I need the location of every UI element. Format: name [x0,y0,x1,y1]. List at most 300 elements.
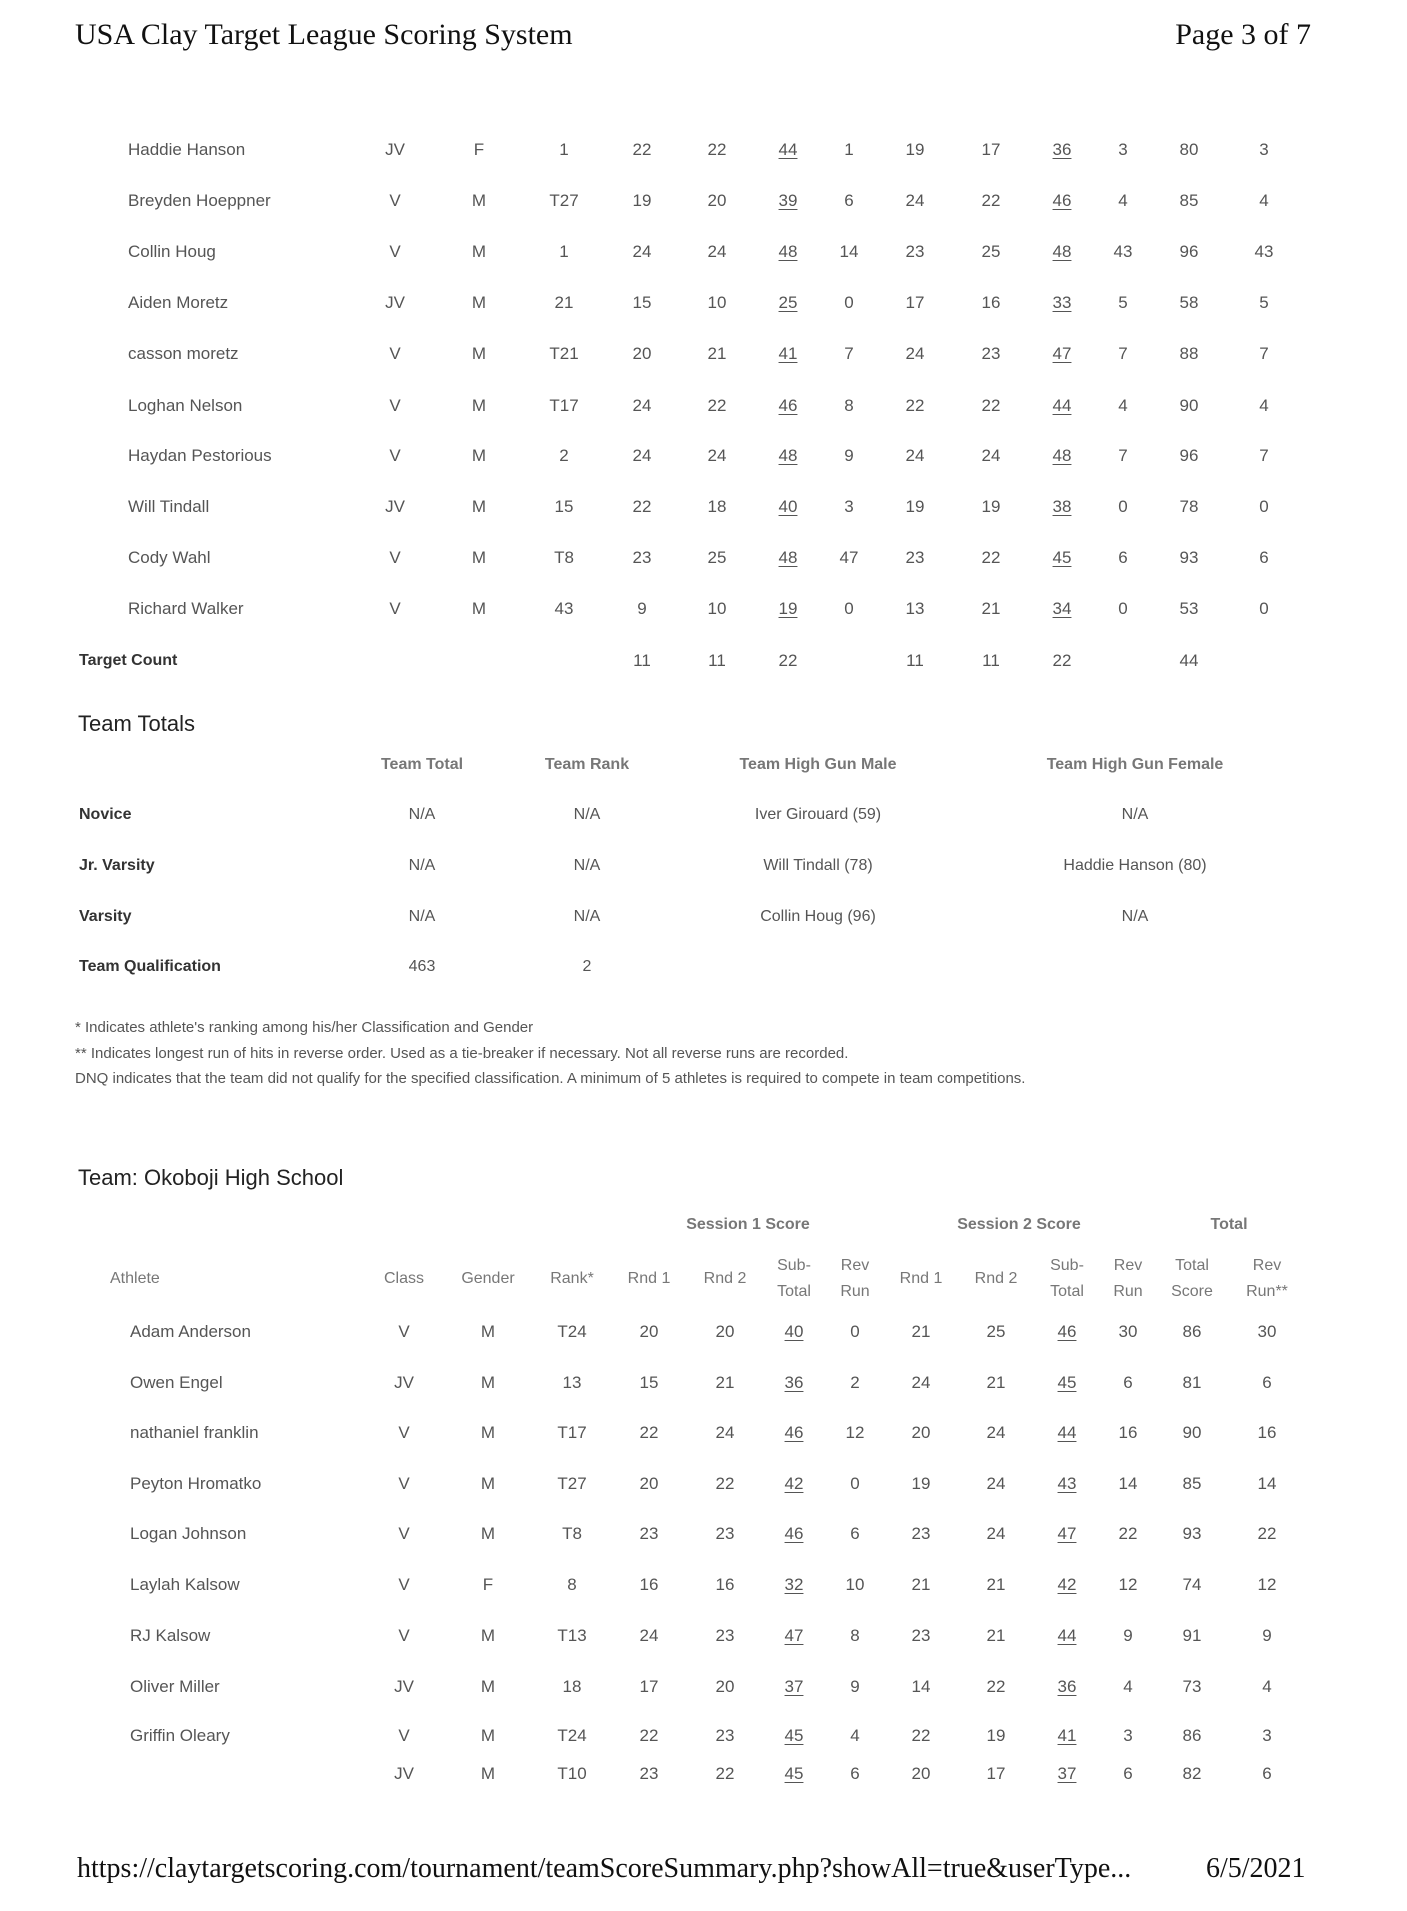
cell-s1-rev: 2 [850,1373,860,1392]
cell-s2-rnd2: 17 [981,140,1001,159]
cell-s2-rnd1: 19 [905,497,925,516]
cell-gender: M [480,1626,496,1645]
cell-s1-rnd1: 20 [639,1474,659,1493]
team-totals-row-label: Varsity [79,908,132,925]
cell-s1-rnd1: 24 [632,242,652,261]
col-team-high-gun-female: Team High Gun Female [1046,756,1224,773]
cell-gender: M [471,293,487,312]
team-totals-row-label: Novice [79,806,132,823]
athlete-name: Richard Walker [128,599,244,618]
cell-class: V [389,242,401,261]
cell-rank: 2 [559,446,569,465]
athlete-name: Cody Wahl [128,548,211,567]
cell-s2-rnd2: 21 [986,1575,1006,1594]
footnote-reverse-run: ** Indicates longest run of hits in reverse order. Used as a tie-breaker if necessary. Not all reverse runs are recorded. [75,1045,849,1062]
cell-s1-rnd1: 22 [639,1423,659,1442]
cell-s2-sub: 44 [1057,1423,1077,1442]
cell-s1-rnd1: 20 [632,344,652,363]
table-row [0,1759,1407,1789]
cell-s2-rev: 4 [1118,396,1128,415]
cell-s1-rev: 14 [839,242,859,261]
cell-s2-rev: 6 [1123,1764,1133,1783]
cell-s1-rev: 6 [850,1764,860,1783]
cell-s1-rnd2: 22 [707,140,727,159]
cell-total-rev: 7 [1259,344,1269,363]
cell-s1-rnd1: 16 [639,1575,659,1594]
cell-total: 93 [1182,1524,1202,1543]
cell-rank: T13 [557,1626,587,1645]
col-s2-rnd2: Rnd 2 [974,1270,1018,1287]
cell-gender: M [480,1423,496,1442]
cell-class: JV [385,293,405,312]
cell-gender: M [471,191,487,210]
cell-total: 53 [1179,599,1199,618]
target-count-s2-rnd2: 11 [982,651,1000,670]
team-totals-team-rank: N/A [573,857,601,874]
cell-class: JV [385,140,405,159]
cell-s1-rnd2: 20 [715,1677,735,1696]
cell-s2-sub: 37 [1057,1764,1077,1783]
cell-total-rev: 16 [1257,1423,1277,1442]
cell-s1-rnd2: 21 [707,344,727,363]
cell-s2-rnd2: 17 [986,1764,1006,1783]
cell-gender: M [471,344,487,363]
cell-s2-rnd2: 21 [986,1626,1006,1645]
cell-s1-sub: 48 [778,446,798,465]
cell-s2-rnd1: 19 [911,1474,931,1493]
target-count-s2-sub: 22 [1052,651,1072,670]
cell-s2-rnd1: 20 [911,1764,931,1783]
cell-total: 93 [1179,548,1199,567]
athlete-name: Haydan Pestorious [128,446,272,465]
cell-s2-rnd1: 24 [911,1373,931,1392]
cell-s2-rnd1: 23 [905,548,925,567]
cell-s1-rev: 4 [850,1726,860,1745]
cell-s2-rev: 3 [1123,1726,1133,1745]
cell-s2-rnd1: 19 [905,140,925,159]
cell-class: V [389,446,401,465]
cell-s1-sub: 40 [778,497,798,516]
cell-s2-rnd2: 25 [986,1322,1006,1341]
table-row [0,391,1407,421]
cell-rank: 21 [554,293,574,312]
cell-s2-rnd1: 22 [905,396,925,415]
cell-s1-sub: 25 [778,293,798,312]
cell-s2-rnd2: 24 [986,1423,1006,1442]
cell-total: 58 [1179,293,1199,312]
team-totals-team-total: N/A [408,857,436,874]
cell-class: V [398,1474,410,1493]
cell-s2-sub: 48 [1052,446,1072,465]
cell-s1-rnd2: 10 [707,293,727,312]
cell-s1-rev: 6 [850,1524,860,1543]
cell-s1-sub: 39 [778,191,798,210]
cell-s1-rnd1: 15 [632,293,652,312]
cell-total-rev: 6 [1262,1373,1272,1392]
cell-s2-rev: 0 [1118,497,1128,516]
cell-s2-sub: 34 [1052,599,1072,618]
col-s2-rev-run: Rev Run [1113,1257,1143,1300]
cell-s1-rnd2: 25 [707,548,727,567]
cell-total-rev: 0 [1259,599,1269,618]
cell-s1-rev: 47 [839,548,859,567]
team-totals-team-rank: N/A [573,908,601,925]
cell-s2-rnd2: 24 [981,446,1001,465]
cell-rank: T17 [549,396,579,415]
cell-s2-rnd2: 24 [986,1474,1006,1493]
athlete-name: Collin Houg [128,242,216,261]
team-totals-high-gun-male: Will Tindall (78) [763,857,873,874]
table-row [0,1368,1407,1398]
footnote-rank: * Indicates athlete's ranking among his/her Classification and Gender [75,1019,534,1036]
table-row [0,186,1407,216]
team-totals-row-label: Team Qualification [79,958,221,975]
col-s2-rnd1: Rnd 1 [899,1270,943,1287]
cell-class: V [398,1575,410,1594]
athlete-name: casson moretz [128,344,239,363]
cell-s1-rnd2: 22 [715,1474,735,1493]
cell-s2-rnd1: 24 [905,191,925,210]
cell-rank: T10 [557,1764,587,1783]
cell-s2-rnd1: 23 [911,1524,931,1543]
cell-s2-rnd1: 14 [911,1677,931,1696]
cell-class: V [398,1726,410,1745]
cell-gender: M [471,396,487,415]
cell-s1-rev: 10 [845,1575,865,1594]
cell-gender: M [480,1677,496,1696]
cell-s1-rnd2: 23 [715,1726,735,1745]
col-team-total: Team Total [380,756,464,773]
cell-s2-rnd1: 21 [911,1322,931,1341]
cell-gender: M [480,1726,496,1745]
cell-s2-sub: 43 [1057,1474,1077,1493]
cell-s1-rnd1: 23 [639,1524,659,1543]
cell-s1-rev: 3 [844,497,854,516]
cell-s1-rev: 7 [844,344,854,363]
table-row [0,339,1407,369]
cell-s1-sub: 48 [778,242,798,261]
athlete-name: Logan Johnson [130,1524,247,1543]
col-total-rev-run: Rev Run** [1246,1257,1288,1300]
col-team-rank: Team Rank [544,756,630,773]
target-count-label: Target Count [79,652,178,669]
footnote-dnq: DNQ indicates that the team did not qualify for the specified classification. A minimum of 5 athletes is required to compete in team competitions. [75,1070,1026,1087]
cell-s1-sub: 37 [784,1677,804,1696]
cell-rank: 13 [562,1373,582,1392]
athlete-name: Griffin Oleary [130,1726,230,1745]
cell-total: 82 [1182,1764,1202,1783]
target-count-s1-rnd1: 11 [633,651,651,670]
cell-s2-rnd1: 24 [905,344,925,363]
cell-s2-rnd2: 22 [986,1677,1006,1696]
col-total-score: Total Score [1171,1257,1213,1300]
cell-s1-rev: 9 [844,446,854,465]
cell-s1-sub: 19 [778,599,798,618]
target-count-s2-rnd1: 11 [906,651,924,670]
cell-s2-rnd2: 23 [981,344,1001,363]
cell-s2-rnd2: 22 [981,548,1001,567]
cell-s1-rnd2: 23 [715,1626,735,1645]
cell-rank: T27 [549,191,579,210]
cell-class: JV [394,1677,414,1696]
team-totals-high-gun-female: Haddie Hanson (80) [1063,857,1207,874]
cell-s2-rnd2: 16 [981,293,1001,312]
table-row [0,1418,1407,1448]
cell-s2-rnd1: 23 [911,1626,931,1645]
athlete-name: Adam Anderson [130,1322,251,1341]
col-athlete: Athlete [110,1270,160,1287]
cell-rank: 1 [559,242,569,261]
cell-s2-sub: 46 [1057,1322,1077,1341]
cell-s1-rnd2: 24 [715,1423,735,1442]
cell-s2-rnd2: 22 [981,396,1001,415]
athlete-name: RJ Kalsow [130,1626,211,1645]
cell-total: 91 [1182,1626,1202,1645]
cell-total: 88 [1179,344,1199,363]
cell-s1-sub: 47 [784,1626,804,1645]
cell-s1-sub: 46 [784,1423,804,1442]
cell-total-rev: 43 [1254,242,1274,261]
cell-total: 86 [1182,1322,1202,1341]
table-row [0,441,1407,471]
team-totals-high-gun-female: N/A [1121,806,1149,823]
cell-class: V [389,191,401,210]
cell-total-rev: 5 [1259,293,1269,312]
athlete-name: nathaniel franklin [130,1423,259,1442]
cell-s2-rnd2: 25 [981,242,1001,261]
athlete-name: Laylah Kalsow [130,1575,240,1594]
cell-total: 96 [1179,242,1199,261]
cell-s1-rnd1: 17 [639,1677,659,1696]
team-totals-team-total: N/A [408,806,436,823]
cell-s2-rev: 4 [1118,191,1128,210]
table-row [0,594,1407,624]
cell-s2-rnd2: 21 [981,599,1001,618]
cell-total-rev: 30 [1257,1322,1277,1341]
cell-total: 90 [1179,396,1199,415]
team-totals-team-total: 463 [408,958,436,975]
target-count-row [0,646,1407,676]
cell-s1-rev: 8 [844,396,854,415]
cell-s2-rnd1: 23 [905,242,925,261]
footer-date: 6/5/2021 [1206,1853,1306,1884]
athlete-name: Aiden Moretz [128,293,229,312]
cell-s2-sub: 42 [1057,1575,1077,1594]
cell-s1-rev: 0 [850,1474,860,1493]
cell-s2-rnd1: 13 [905,599,925,618]
table-row [0,492,1407,522]
cell-gender: M [480,1474,496,1493]
footer-url: https://claytargetscoring.com/tournament/teamScoreSummary.php?showAll=true&userType... [77,1853,1132,1884]
col-s1-subtotal: Sub- Total [777,1257,811,1300]
cell-gender: M [471,446,487,465]
cell-s2-rev: 7 [1118,446,1128,465]
table-row [0,1317,1407,1347]
cell-gender: F [482,1575,494,1594]
cell-total-rev: 0 [1259,497,1269,516]
cell-rank: 15 [554,497,574,516]
cell-rank: 18 [562,1677,582,1696]
target-count-s1-rnd2: 11 [708,651,726,670]
cell-s1-rnd1: 9 [637,599,647,618]
cell-rank: T24 [557,1322,587,1341]
cell-s2-sub: 47 [1057,1524,1077,1543]
cell-total-rev: 9 [1262,1626,1272,1645]
cell-class: V [398,1524,410,1543]
col-s2-subtotal: Sub- Total [1050,1257,1084,1300]
cell-s2-sub: 45 [1052,548,1072,567]
cell-gender: M [480,1764,496,1783]
cell-s2-sub: 47 [1052,344,1072,363]
cell-s2-sub: 36 [1057,1677,1077,1696]
page-title: USA Clay Target League Scoring System [75,18,573,51]
team-totals-title: Team Totals [78,711,195,736]
cell-s1-rev: 1 [844,140,854,159]
cell-rank: T8 [562,1524,582,1543]
cell-total-rev: 4 [1262,1677,1272,1696]
cell-s1-rev: 0 [844,293,854,312]
cell-gender: M [480,1524,496,1543]
cell-total-rev: 22 [1257,1524,1277,1543]
cell-s2-rnd1: 22 [911,1726,931,1745]
cell-s2-rnd1: 21 [911,1575,931,1594]
cell-s2-rev: 16 [1118,1423,1138,1442]
col-rank: Rank* [550,1270,594,1287]
cell-s1-rnd1: 22 [639,1726,659,1745]
table-row [0,288,1407,318]
table-row [0,543,1407,573]
cell-s1-rnd2: 21 [715,1373,735,1392]
cell-s2-rev: 12 [1118,1575,1138,1594]
team-totals-team-total: N/A [408,908,436,925]
cell-s2-sub: 36 [1052,140,1072,159]
col-class: Class [383,1270,425,1287]
cell-s1-rev: 9 [850,1677,860,1696]
cell-total: 96 [1179,446,1199,465]
session1-header: Session 1 Score [686,1216,810,1233]
athlete-name: Breyden Hoeppner [128,191,271,210]
cell-gender: M [480,1373,496,1392]
cell-class: V [389,396,401,415]
athlete-name: Will Tindall [128,497,210,516]
cell-s2-rev: 5 [1118,293,1128,312]
cell-total: 81 [1182,1373,1202,1392]
cell-rank: 1 [559,140,569,159]
cell-s2-rnd2: 21 [986,1373,1006,1392]
cell-s2-rev: 30 [1118,1322,1138,1341]
cell-total-rev: 14 [1257,1474,1277,1493]
cell-s2-sub: 41 [1057,1726,1077,1745]
cell-rank: T24 [557,1726,587,1745]
cell-total: 73 [1182,1677,1202,1696]
col-s1-rnd1: Rnd 1 [627,1270,671,1287]
cell-s1-rnd1: 22 [632,497,652,516]
cell-s1-rnd2: 24 [707,446,727,465]
table-row [0,237,1407,267]
cell-gender: M [480,1322,496,1341]
table-row [0,1570,1407,1600]
table-row [0,1672,1407,1702]
cell-s1-rnd2: 24 [707,242,727,261]
cell-class: V [398,1322,410,1341]
team-totals-high-gun-male: Iver Girouard (59) [754,806,882,823]
session2-header: Session 2 Score [957,1216,1081,1233]
cell-rank: T27 [557,1474,587,1493]
table-row [0,1721,1407,1751]
cell-s2-rev: 6 [1118,548,1128,567]
cell-s1-rnd1: 24 [632,396,652,415]
cell-total: 80 [1179,140,1199,159]
cell-class: JV [394,1373,414,1392]
cell-total-rev: 6 [1259,548,1269,567]
team2-title: Team: Okoboji High School [78,1165,344,1190]
cell-s2-sub: 45 [1057,1373,1077,1392]
cell-s2-rev: 14 [1118,1474,1138,1493]
cell-s2-rnd2: 19 [981,497,1001,516]
cell-class: JV [394,1764,414,1783]
cell-total: 86 [1182,1726,1202,1745]
cell-rank: 43 [554,599,574,618]
cell-s1-sub: 46 [778,396,798,415]
cell-s1-rev: 6 [844,191,854,210]
cell-s1-rnd1: 19 [632,191,652,210]
cell-s2-rnd2: 22 [981,191,1001,210]
cell-rank: T8 [554,548,574,567]
cell-s2-sub: 44 [1057,1626,1077,1645]
cell-s2-rev: 6 [1123,1373,1133,1392]
cell-s2-rnd2: 19 [986,1726,1006,1745]
athlete-name: Owen Engel [130,1373,223,1392]
table-row [0,135,1407,165]
cell-class: JV [385,497,405,516]
cell-s1-rnd1: 23 [639,1764,659,1783]
col-s1-rnd2: Rnd 2 [703,1270,747,1287]
cell-s1-rnd2: 22 [707,396,727,415]
cell-rank: 8 [567,1575,577,1594]
cell-total-rev: 3 [1259,140,1269,159]
cell-total: 74 [1182,1575,1202,1594]
cell-total-rev: 12 [1257,1575,1277,1594]
cell-s1-sub: 36 [784,1373,804,1392]
cell-s1-sub: 42 [784,1474,804,1493]
cell-s1-sub: 32 [784,1575,804,1594]
cell-s1-rnd1: 24 [632,446,652,465]
athlete-name: Peyton Hromatko [130,1474,262,1493]
cell-class: V [389,599,401,618]
cell-s2-sub: 33 [1052,293,1072,312]
cell-s1-rnd2: 18 [707,497,727,516]
cell-total: 90 [1182,1423,1202,1442]
athlete-name: Loghan Nelson [128,396,243,415]
cell-s1-rnd1: 24 [639,1626,659,1645]
cell-s1-rnd2: 10 [707,599,727,618]
cell-total-rev: 6 [1262,1764,1272,1783]
table-row [0,1519,1407,1549]
page-number: Page 3 of 7 [1175,18,1311,51]
cell-s2-rnd2: 24 [986,1524,1006,1543]
target-count-total: 44 [1179,651,1199,670]
cell-s1-sub: 40 [784,1322,804,1341]
cell-s1-sub: 41 [778,344,798,363]
cell-s1-sub: 48 [778,548,798,567]
cell-s2-sub: 46 [1052,191,1072,210]
cell-s1-rnd2: 20 [715,1322,735,1341]
athlete-name: Haddie Hanson [128,140,246,159]
cell-class: V [398,1626,410,1645]
cell-s1-rnd1: 15 [639,1373,659,1392]
table-row [0,1621,1407,1651]
cell-s1-rnd2: 16 [715,1575,735,1594]
